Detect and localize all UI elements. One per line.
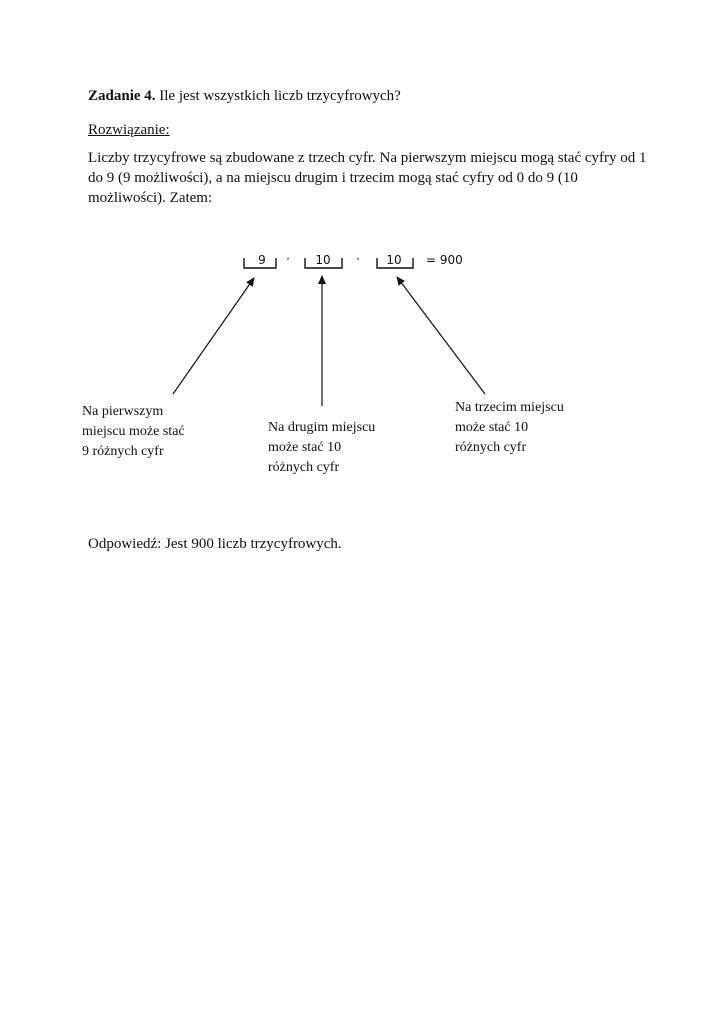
task-statement [88, 86, 401, 106]
digit-slot-value: 10 [386, 253, 402, 267]
intro-line: możliwości). Zatem: [88, 190, 213, 206]
caption-line: miejscu może stać [82, 424, 185, 439]
solution-intro [88, 148, 648, 208]
caption-line: 9 różnych cyfr [82, 444, 164, 459]
answer-line: Odpowiedź: Jest 900 liczb trzycyfrowych. [88, 536, 342, 552]
caption-first-place [82, 402, 185, 462]
caption-line: Na pierwszym [82, 404, 164, 419]
solution-heading: Rozwiązanie: [88, 122, 170, 138]
arrow-third-slot [397, 277, 485, 394]
digit-slot-bracket [305, 258, 342, 268]
intro-line: Liczby trzycyfrowe są zbudowane z trzech cyfr. Na pierwszym miejscu mogą stać cyfry od 1 [88, 150, 647, 166]
caption-third-place [455, 398, 564, 458]
digit-slot-bracket [244, 258, 276, 268]
multiplication-dot: · [286, 252, 290, 266]
multiplication-dot: · [356, 252, 360, 266]
digit-slot-value: 9 [258, 253, 266, 267]
digit-slot-bracket [377, 258, 413, 268]
task-label: Zadanie 4. [88, 88, 156, 104]
arrow-first-slot [173, 278, 254, 394]
equation-result: = 900 [426, 253, 463, 267]
digit-slot-value: 10 [315, 253, 331, 267]
caption-line: może stać 10 [455, 420, 529, 435]
task-question: Ile jest wszystkich liczb trzycyfrowych? [155, 88, 401, 104]
caption-line: może stać 10 [268, 440, 342, 455]
caption-line: różnych cyfr [455, 440, 527, 455]
caption-line: Na drugim miejscu [268, 420, 376, 435]
caption-second-place [268, 418, 375, 478]
caption-line: różnych cyfr [268, 460, 340, 475]
intro-line: do 9 (9 możliwości), a na miejscu drugim i trzecim mogą stać cyfry od 0 do 9 (10 [88, 170, 578, 186]
caption-line: Na trzecim miejscu [455, 400, 564, 415]
